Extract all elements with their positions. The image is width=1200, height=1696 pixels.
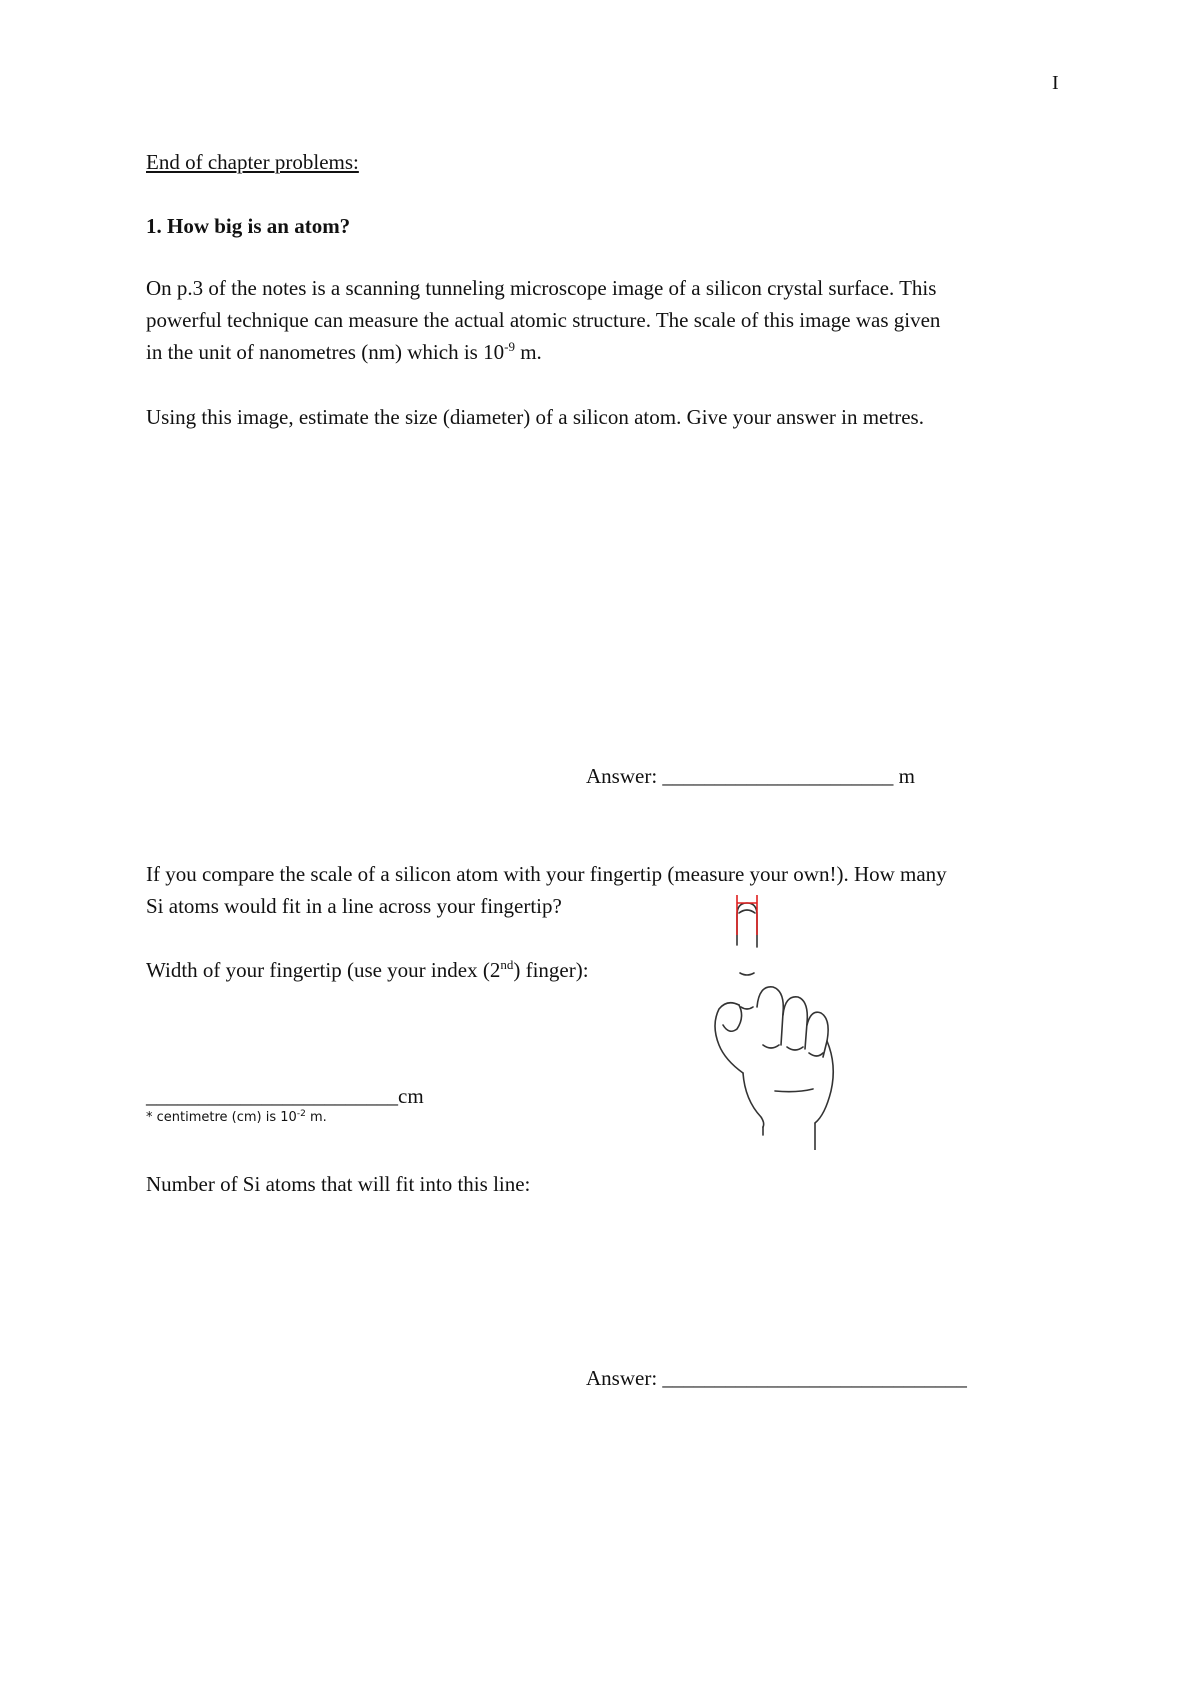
question-2-answer-line <box>586 1362 967 1394</box>
footnote <box>146 1110 327 1125</box>
index-finger-hand-icon <box>705 895 840 1150</box>
answer-unit: m <box>898 764 915 788</box>
question-1-answer-line <box>586 760 915 792</box>
fingertip-width-field <box>146 1080 424 1112</box>
answer-blank[interactable]: ______________________ <box>662 764 894 788</box>
intro-line-3-unit: m. <box>514 340 542 364</box>
question-1-title: 1. How big is an atom? <box>146 214 351 238</box>
fingertip-width-prompt <box>146 954 589 989</box>
question-1-intro-line-2: powerful technique can measure the actual atomic structure. The scale of this image was given <box>146 308 941 332</box>
question-2-line-2: Si atoms would fit in a line across your fingertip? <box>146 894 562 918</box>
answer-label: Answer: <box>586 764 658 788</box>
footnote-exponent: -2 <box>296 1109 306 1119</box>
width-blank[interactable]: ________________________ <box>146 1084 398 1108</box>
question-1-intro-line-1: On p.3 of the notes is a scanning tunneling microscope image of a silicon crystal surface. This <box>146 276 937 300</box>
intro-line-3-text: in the unit of nanometres (nm) which is 10 <box>146 340 505 364</box>
question-2-line-1: If you compare the scale of a silicon atom with your fingertip (measure your own!). How many <box>146 862 947 886</box>
footnote-unit: m. <box>305 1110 327 1125</box>
question-1-instruction: Using this image, estimate the size (diameter) of a silicon atom. Give your answer in metres. <box>146 405 924 429</box>
width-prompt-text: Width of your fingertip (use your index (2 <box>146 958 501 982</box>
footnote-text: * centimetre (cm) is 10 <box>146 1110 297 1125</box>
page-number: I <box>1052 72 1059 94</box>
ordinal-suffix: nd <box>500 957 514 972</box>
width-unit: cm <box>398 1084 424 1108</box>
answer-label: Answer: <box>586 1366 658 1390</box>
width-prompt-end: ) finger): <box>513 958 589 982</box>
question-1-intro-line-3 <box>146 336 542 371</box>
exponent-nm: -9 <box>504 339 515 354</box>
number-of-atoms-prompt: Number of Si atoms that will fit into this line: <box>146 1172 531 1196</box>
section-heading: End of chapter problems: <box>146 150 359 174</box>
answer-blank[interactable]: _____________________________ <box>662 1366 967 1390</box>
